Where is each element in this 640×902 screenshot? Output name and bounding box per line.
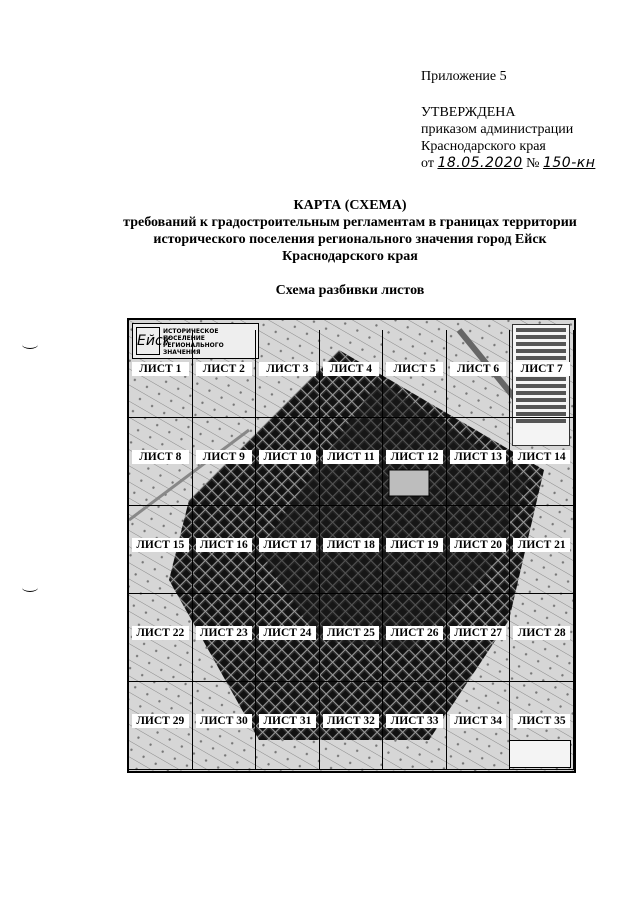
sheet-label: ЛИСТ 8: [132, 450, 189, 464]
title-line-2: требований к градостроительным регламентам в границах территории: [123, 215, 577, 230]
sheet-cell: [193, 506, 257, 594]
sheet-label: ЛИСТ 32: [323, 714, 380, 728]
sheet-label: ЛИСТ 14: [513, 450, 570, 464]
sheet-cell: [320, 330, 384, 418]
sheet-cell: [129, 506, 193, 594]
sheet-label: ЛИСТ 5: [386, 362, 443, 376]
sheet-label: ЛИСТ 15: [132, 538, 189, 552]
sheet-cell: [383, 506, 447, 594]
sheet-label: ЛИСТ 22: [132, 626, 189, 640]
sheet-label: ЛИСТ 29: [132, 714, 189, 728]
title-line-4: Краснодарского края: [282, 249, 418, 264]
sheet-label: ЛИСТ 19: [386, 538, 443, 552]
sheet-cell: [193, 682, 257, 770]
sheet-label: ЛИСТ 25: [323, 626, 380, 640]
sheet-cell: [383, 418, 447, 506]
city-logo: Ейск: [136, 327, 160, 355]
approved-label: УТВЕРЖДЕНА: [421, 105, 516, 120]
sheet-label: ЛИСТ 3: [259, 362, 316, 376]
title-line-3: исторического поселения регионального значения город Ейск: [153, 232, 547, 247]
approval-date-line: [421, 155, 595, 172]
sheet-cell: [193, 594, 257, 682]
sheet-cell: [129, 330, 193, 418]
sheet-cell: [256, 594, 320, 682]
sheet-label: ЛИСТ 9: [196, 450, 253, 464]
sheet-label: ЛИСТ 6: [450, 362, 507, 376]
section-subtitle: Схема разбивки листов: [275, 283, 425, 298]
sheet-label: ЛИСТ 31: [259, 714, 316, 728]
sheet-cell: [510, 682, 574, 770]
sheet-label: ЛИСТ 10: [259, 450, 316, 464]
sheet-label: ЛИСТ 11: [323, 450, 380, 464]
sheet-label: ЛИСТ 21: [513, 538, 570, 552]
sheet-cell: [256, 418, 320, 506]
sheet-label: ЛИСТ 17: [259, 538, 316, 552]
sheet-label: ЛИСТ 33: [386, 714, 443, 728]
sheet-cell: [510, 506, 574, 594]
number-prefix: №: [526, 156, 540, 171]
annex-number: Приложение 5: [421, 69, 507, 84]
sheet-cell: [320, 506, 384, 594]
sheet-cell: [193, 418, 257, 506]
title-line-1: КАРТА (СХЕМА): [293, 198, 407, 213]
sheet-cell: [256, 682, 320, 770]
sheet-label: ЛИСТ 34: [450, 714, 507, 728]
sheet-cell: [447, 418, 511, 506]
sheet-grid: [129, 330, 574, 770]
sheet-cell: [129, 682, 193, 770]
sheet-label: ЛИСТ 24: [259, 626, 316, 640]
approval-date: 18.05.2020: [437, 155, 523, 171]
sheet-label: ЛИСТ 27: [450, 626, 507, 640]
approval-line-1: приказом администрации: [421, 122, 574, 137]
sheet-cell: [256, 506, 320, 594]
sheet-cell: [447, 594, 511, 682]
punch-mark: [22, 583, 38, 592]
sheet-label: ЛИСТ 4: [323, 362, 380, 376]
sheet-cell: [320, 594, 384, 682]
approval-number: 150-кн: [542, 155, 596, 171]
sheet-label: ЛИСТ 7: [513, 362, 570, 376]
sheet-label: ЛИСТ 12: [386, 450, 443, 464]
sheet-cell: [447, 506, 511, 594]
sheet-label: ЛИСТ 28: [513, 626, 570, 640]
sheet-cell: [447, 682, 511, 770]
map-header-line-1: ИСТОРИЧЕСКОЕ ПОСЕЛЕНИЕ: [163, 328, 219, 342]
sheet-label: ЛИСТ 35: [513, 714, 570, 728]
sheet-label: ЛИСТ 23: [196, 626, 253, 640]
approval-block: [421, 68, 595, 172]
map-header-line-2: РЕГИОНАЛЬНОГО ЗНАЧЕНИЯ: [163, 342, 224, 356]
sheet-label: ЛИСТ 26: [386, 626, 443, 640]
sheet-cell: [510, 330, 574, 418]
date-prefix: от: [421, 156, 434, 171]
approval-line-2: Краснодарского края: [421, 139, 546, 154]
sheet-cell: [510, 594, 574, 682]
sheet-label: ЛИСТ 13: [450, 450, 507, 464]
sheet-cell: [129, 594, 193, 682]
sheet-cell: [447, 330, 511, 418]
sheet-cell: [320, 682, 384, 770]
sheet-label: ЛИСТ 20: [450, 538, 507, 552]
sheet-cell: [383, 682, 447, 770]
sheet-cell: [320, 418, 384, 506]
sheet-label: ЛИСТ 2: [196, 362, 253, 376]
punch-mark: [22, 340, 38, 349]
sheet-cell: [193, 330, 257, 418]
sheet-cell: [256, 330, 320, 418]
sheet-label: ЛИСТ 30: [196, 714, 253, 728]
sheet-cell: [383, 330, 447, 418]
sheet-label: ЛИСТ 16: [196, 538, 253, 552]
sheet-label: ЛИСТ 18: [323, 538, 380, 552]
sheet-layout-map: [127, 318, 576, 773]
sheet-label: ЛИСТ 1: [132, 362, 189, 376]
sheet-cell: [129, 418, 193, 506]
sheet-cell: [510, 418, 574, 506]
document-title: [90, 197, 610, 265]
sheet-cell: [383, 594, 447, 682]
